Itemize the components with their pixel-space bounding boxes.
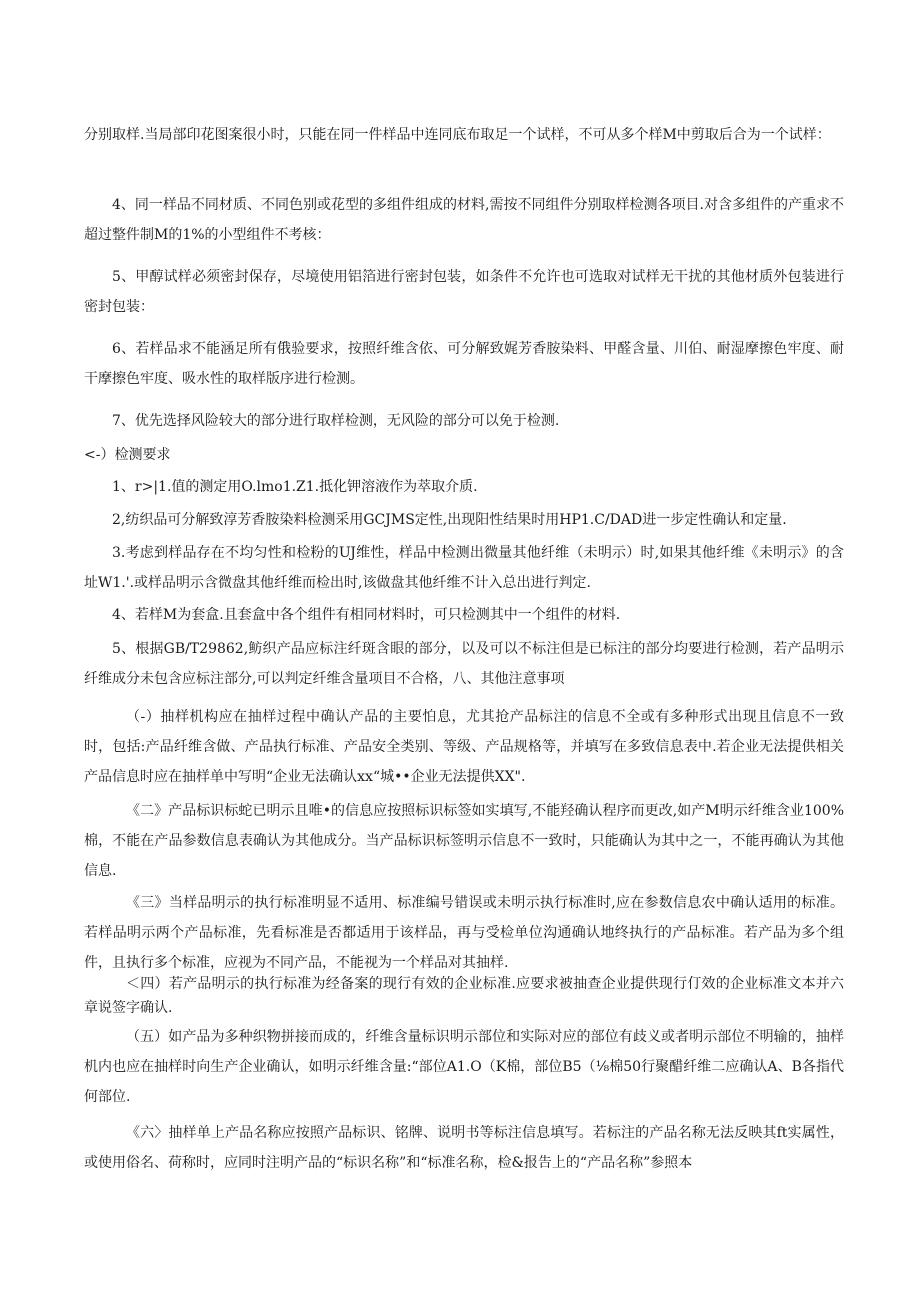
paragraph-req-4-gift-box: 4、若样M为套盒.且套盒中各个组件有相同材料时，可只检测其中一个组件的材料. — [112, 607, 621, 623]
paragraph-note-1-confirm-info: （-）抽样机构应在抽样过程中确认产品的主要怕息，尤其抢产品标注的信息不全或有多种形式出现且信息不一致时，包括:产品纤维含做、产品执行标准、产品安全类别、等级、产品规格等，并填写在多致信息表中.若企业无法提供相关产品信息时应在抽样单中写明“企业无法确认xx“城••企业无法提供XX". — [84, 709, 844, 785]
paragraph-note-4-enterprise-standard: ＜四）若产品明示的执行标准为经备案的现行有效的企业标准.应要求被抽查企业提供现行仃效的企业标准文本并六章说签字确认. — [84, 976, 844, 1016]
paragraph-note-3-standards: 《三》当样品明示的执行标准明显不适用、标准编号错误或未明示执行标准时,应在参数信息农中确认适用的标准。若样品明示两个产品标准，先看标准是否都适用于该样品，再与受检单位沟通确认地终执行的产品标准。若产品为多个组件，且执行多个标准，应视为不同产品，不能视为一个样品对其抽样. — [84, 895, 844, 971]
paragraph-item-5-methanol-sealing: 5、甲醇试样必须密封保存，尽境使用铝箔进行密封包装，如条件不允许也可选取对试样无干扰的其他材质外包装进行密封包装： — [84, 269, 844, 315]
paragraph-item-7-risk-priority: 7、优先选择风险较大的部分进行取样检测，无风险的部分可以免于检测. — [112, 413, 560, 429]
paragraph-item-6-testing-order: 6、若样品求不能涵足所有俄验要求，按照纤维含依、可分解致娓芳香胺染料、甲醛含量、川伯、耐湿摩擦色牢度、耐干摩擦色牢度、吸水性的取样版序进行检测。 — [84, 341, 844, 387]
paragraph-req-5-gb-t29862: 5、根据GB/T29862,鲂织产品应标注纤斑含眼的部分，以及可以不标注但是已标注的部分均要进行检测，若产品明示纤维成分未包含应标注部分,可以判定纤维含量项目不合格，八、其他注意事项 — [84, 641, 844, 687]
paragraph-req-1-ph: 1、r>|1.值的测定用O.lmo1.Z1.抵化钾溶液作为萃取介质. — [112, 479, 478, 495]
paragraph-req-2-amine-dyes: 2,纺织品可分解致淳芳香胺染料检测采用GCJMS定性,出现阳性结果时用HP1.C/DAD进一步定性确认和定量. — [112, 512, 787, 528]
paragraph-note-6-product-name: 《六〉抽样单上产品名称应按照产品标识、铭牌、说明书等标注信息填写。若标注的产品名称无法反映其ft实属性，或使用俗名、荷称时，应同时注明产品的“标识名称”和“标准名称，检&报告上的“产品名称”参照本 — [84, 1125, 844, 1171]
paragraph-note-5-fabric-splicing: （五）如产品为多种织物拼接而成的，纤维含量标识明示部位和实际对应的部位有歧义或者明示部位不明输的，抽样机内也应在抽样时向生产企业确认，如明示纤维含量:“部位A1.O（K棉，部位B5（⅛棉50行聚醋纤维二应确认A、B各指代何部位. — [84, 1029, 844, 1105]
paragraph-sampling-continued: 分别取样.当局部印花图案很小时，只能在同一件样品中连同底布取足一个试样，不可从多个样M中剪取后合为一个试样： — [84, 127, 831, 143]
section-heading-test-requirements: <-）检测要求 — [84, 447, 171, 463]
paragraph-req-3-trace-fiber: 3.考虑到样品存在不均匀性和检粉的UJ维性，样品中检测出微量其他纤维（未明示）时,如果其他纤维《未明示》的含址W1.'.或样品明示含微盘其他纤维而检出时,该做盘其他纤维不计入总出进行判定. — [84, 545, 844, 591]
paragraph-item-4-multi-component: 4、同一样品不同材质、不同色别或花型的多组件组成的材料,需按不同组件分别取样检测各项目.对含多组件的产重求不超过整件制M的1%的小型组件不考核： — [84, 197, 844, 243]
paragraph-note-2-label-info: 《二》产品标识标蛇已明示且唯•的信息应按照标识标签如实填写,不能羟确认程序而更改,如产M明示纤维含业100%棉，不能在产品参数信息表确认为其他成分。当产品标识标签明示信息不一致时，只能确认为其中之一，不能再确认为其他信息. — [84, 803, 844, 879]
